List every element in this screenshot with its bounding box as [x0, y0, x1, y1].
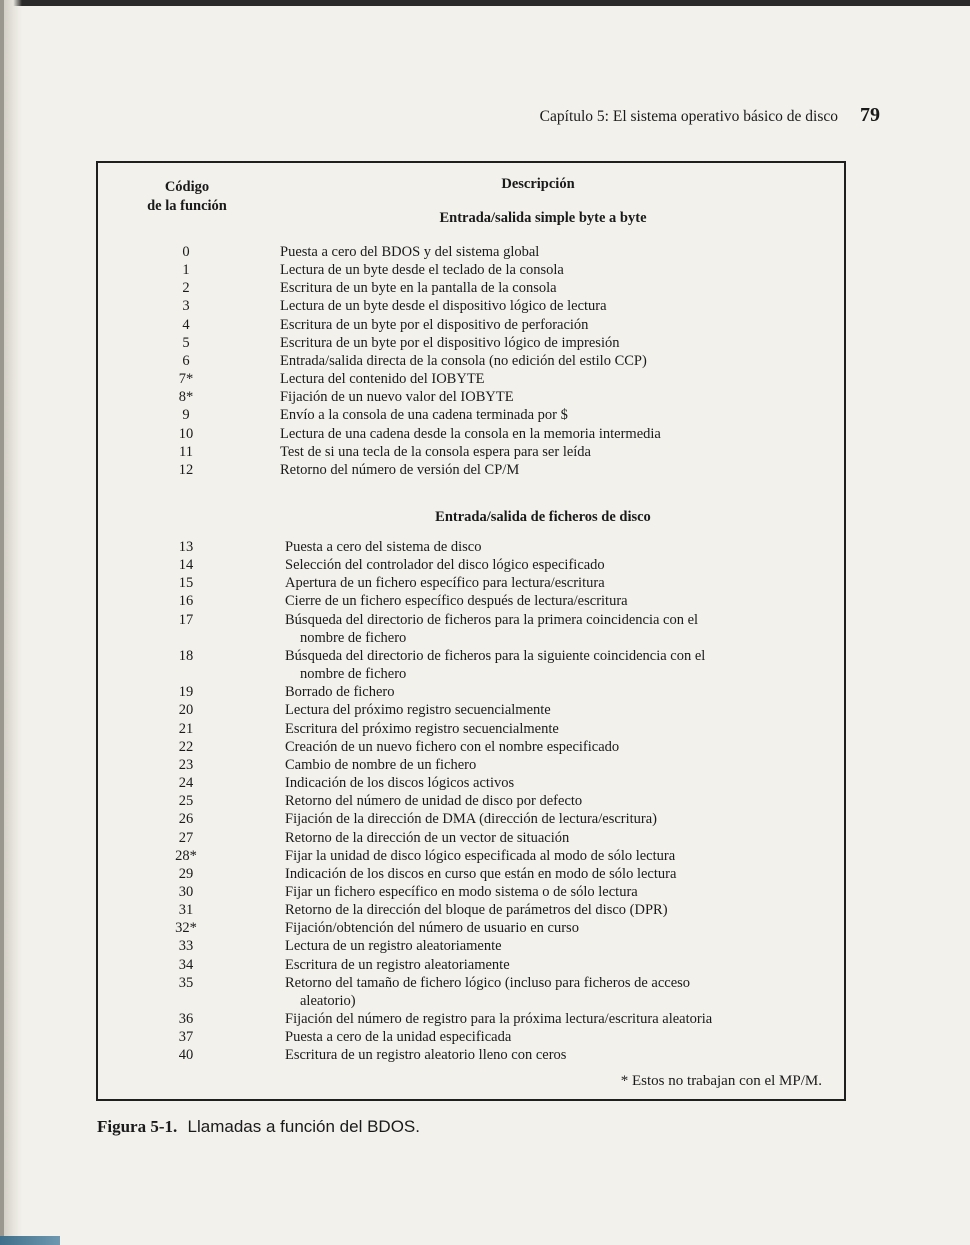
table-row — [98, 883, 838, 901]
table-row — [98, 738, 838, 756]
function-code: 28* — [175, 847, 197, 864]
function-description — [280, 352, 800, 370]
table-row — [98, 937, 838, 955]
disk-io-rows — [98, 538, 838, 1065]
description-continuation: nombre de fichero — [300, 629, 407, 646]
function-code: 3 — [182, 298, 190, 315]
function-description — [285, 1046, 803, 1064]
function-description — [285, 883, 803, 901]
description-text: Test de si una tecla de la consola espera para ser leída — [280, 443, 591, 460]
description-continuation: nombre de fichero — [300, 666, 407, 683]
description-text: Retorno del número de unidad de disco por defecto — [285, 793, 583, 810]
function-description — [285, 1010, 803, 1028]
description-text: Lectura del contenido del IOBYTE — [280, 371, 485, 388]
description-text: Cierre de un fichero específico después de lectura/escritura — [285, 593, 628, 610]
description-text: Indicación de los discos lógicos activos — [285, 775, 515, 792]
description-text: Escritura de un byte por el dispositivo de perforación — [280, 316, 589, 333]
corner-color-mark — [0, 1236, 60, 1245]
description-text: Entrada/salida directa de la consola (no edición del estilo CCP) — [280, 352, 647, 369]
function-description — [285, 720, 803, 738]
table-row — [98, 774, 838, 792]
function-code: 26 — [178, 811, 194, 828]
description-text: Borrado de fichero — [285, 684, 395, 701]
function-code: 27 — [178, 829, 194, 846]
function-code: 11 — [179, 443, 193, 460]
function-code: 35 — [178, 974, 194, 991]
description-text: Puesta a cero del BDOS y del sistema global — [280, 244, 540, 260]
function-code: 14 — [178, 557, 194, 574]
table-row — [98, 538, 838, 556]
table-row — [98, 919, 838, 937]
table-row — [98, 556, 838, 574]
function-code: 5 — [182, 334, 190, 351]
description-text: Escritura de un byte por el dispositivo lógico de impresión — [280, 334, 620, 351]
table-row — [98, 406, 838, 424]
table-row — [98, 334, 838, 352]
table-row — [98, 1010, 838, 1028]
function-description — [285, 937, 803, 955]
description-text: Búsqueda del directorio de ficheros para la primera coincidencia con el — [285, 611, 699, 628]
description-text: Puesta a cero de la unidad especificada — [285, 1029, 512, 1046]
function-code: 25 — [178, 793, 194, 810]
table-row — [98, 261, 838, 279]
byte-io-rows — [98, 243, 838, 479]
function-description — [280, 406, 800, 424]
function-code: 4 — [182, 316, 190, 333]
function-code: 10 — [178, 425, 194, 442]
function-code: 18 — [178, 647, 194, 664]
function-code: 22 — [178, 738, 194, 755]
function-code: 9 — [182, 407, 190, 424]
description-text: Fijación de la dirección de DMA (dirección de lectura/escritura) — [285, 811, 658, 828]
function-code: 16 — [178, 593, 194, 610]
description-text: Retorno del número de versión del CP/M — [280, 461, 520, 478]
table-row — [98, 956, 838, 974]
table-row — [98, 756, 838, 774]
function-description — [285, 556, 803, 574]
description-text: Retorno de la dirección de un vector de situación — [285, 829, 570, 846]
table-row — [98, 592, 838, 610]
description-text: Fijar un fichero específico en modo sistema o de sólo lectura — [285, 883, 638, 900]
function-code: 34 — [178, 956, 194, 973]
table-row — [98, 443, 838, 461]
function-description — [285, 574, 803, 592]
function-code: 23 — [178, 756, 194, 773]
function-code: 30 — [178, 883, 194, 900]
function-description — [280, 334, 800, 352]
description-text: Fijación de un nuevo valor del IOBYTE — [280, 389, 514, 406]
figure-label: Figura 5-1. — [97, 1117, 178, 1136]
code-column-header — [132, 178, 242, 216]
figure-text: Llamadas a función del BDOS. — [187, 1117, 420, 1136]
table-row — [98, 865, 838, 883]
function-description — [285, 774, 803, 792]
function-code: 7* — [178, 371, 194, 388]
function-description — [280, 425, 800, 443]
section-title-byte-io: Entrada/salida simple byte a byte — [439, 210, 647, 226]
table-row — [98, 388, 838, 406]
footnote: * Estos no trabajan con el MP/M. — [620, 1073, 822, 1089]
function-code: 15 — [178, 575, 194, 592]
function-description — [285, 756, 803, 774]
table-row — [98, 683, 838, 701]
description-text: Fijación del número de registro para la próxima lectura/escritura aleatoria — [285, 1011, 713, 1028]
function-code: 29 — [178, 865, 194, 882]
table-row — [98, 847, 838, 865]
function-code: 40 — [178, 1047, 194, 1064]
function-code: 2 — [182, 280, 190, 297]
description-text: Selección del controlador del disco lógico especificado — [285, 557, 605, 574]
function-description — [280, 316, 800, 334]
function-code: 8* — [178, 389, 194, 406]
function-code: 6 — [182, 352, 190, 369]
function-description — [285, 829, 803, 847]
description-text: Retorno del tamaño de fichero lógico (incluso para ficheros de acceso — [285, 974, 691, 991]
table-row — [98, 611, 838, 647]
description-text: Lectura del próximo registro secuencialmente — [285, 702, 551, 719]
table-row — [98, 352, 838, 370]
description-text: Retorno de la dirección del bloque de parámetros del disco (DPR) — [285, 902, 668, 919]
table-row — [98, 829, 838, 847]
function-code: 13 — [178, 539, 194, 555]
description-text: Indicación de los discos en curso que están en modo de sólo lectura — [285, 865, 677, 882]
table-row — [98, 1046, 838, 1064]
function-description — [280, 279, 800, 297]
function-description — [285, 592, 803, 610]
function-code: 37 — [178, 1029, 194, 1046]
function-code: 21 — [178, 720, 194, 737]
table-row — [98, 901, 838, 919]
function-description — [285, 810, 803, 828]
table-row — [98, 810, 838, 828]
description-text: Búsqueda del directorio de ficheros para la siguiente coincidencia con el — [285, 647, 706, 664]
function-description — [285, 538, 803, 556]
table-row — [98, 1028, 838, 1046]
table-row — [98, 647, 838, 683]
function-code: 19 — [178, 684, 194, 701]
function-description — [280, 461, 800, 479]
description-text: Lectura de un byte desde el dispositivo lógico de lectura — [280, 298, 607, 315]
function-description — [280, 297, 800, 315]
table-row — [98, 370, 838, 388]
function-description — [285, 974, 803, 1010]
description-continuation: aleatorio) — [300, 992, 356, 1009]
function-description — [280, 443, 800, 461]
function-description — [280, 388, 800, 406]
table-row — [98, 792, 838, 810]
table-row — [98, 425, 838, 443]
description-text: Escritura de un byte en la pantalla de la consola — [280, 280, 557, 297]
function-code: 31 — [178, 902, 194, 919]
function-code: 1 — [182, 262, 190, 279]
function-description — [285, 738, 803, 756]
running-header — [440, 104, 880, 127]
function-description — [285, 865, 803, 883]
function-code: 17 — [178, 611, 194, 628]
chapter-title: Capítulo 5: El sistema operativo básico de disco — [539, 108, 838, 125]
function-description — [285, 611, 803, 647]
function-code: 0 — [182, 244, 190, 260]
description-text: Envío a la consola de una cadena terminada por $ — [280, 407, 568, 424]
description-text: Fijación/obtención del número de usuario en curso — [285, 920, 579, 937]
page-number: 79 — [860, 104, 880, 126]
function-code: 20 — [178, 702, 194, 719]
function-description — [285, 919, 803, 937]
function-description — [285, 683, 803, 701]
function-description — [280, 243, 800, 261]
function-code: 33 — [178, 938, 194, 955]
function-code: 32* — [175, 920, 197, 937]
description-column-header: Descripción — [501, 176, 575, 192]
figure-caption — [97, 1117, 420, 1137]
description-text: Escritura del próximo registro secuencialmente — [285, 720, 559, 737]
description-text: Creación de un nuevo fichero con el nombre especificado — [285, 738, 620, 755]
function-description — [285, 901, 803, 919]
book-spine-edge — [0, 0, 4, 1245]
function-description — [285, 1028, 803, 1046]
description-text: Puesta a cero del sistema de disco — [285, 539, 482, 555]
function-description — [285, 647, 803, 683]
table-row — [98, 720, 838, 738]
description-text: Escritura de un registro aleatorio lleno con ceros — [285, 1047, 567, 1064]
table-row — [98, 297, 838, 315]
table-row — [98, 316, 838, 334]
description-text: Cambio de nombre de un fichero — [285, 756, 477, 773]
page-top-edge — [0, 0, 970, 6]
description-text: Escritura de un registro aleatoriamente — [285, 956, 510, 973]
function-description — [285, 701, 803, 719]
function-description — [285, 792, 803, 810]
table-row — [98, 461, 838, 479]
description-text: Fijar la unidad de disco lógico especificada al modo de sólo lectura — [285, 847, 676, 864]
code-header-line-2: de la función — [147, 198, 227, 214]
description-text: Apertura de un fichero específico para lectura/escritura — [285, 575, 605, 592]
function-code: 24 — [178, 775, 194, 792]
function-description — [280, 370, 800, 388]
function-code: 12 — [178, 461, 194, 478]
section-title-disk-io: Entrada/salida de ficheros de disco — [435, 509, 651, 525]
function-description — [285, 847, 803, 865]
code-header-line-1: Código — [164, 179, 210, 195]
description-text: Lectura de un registro aleatoriamente — [285, 938, 502, 955]
function-description — [285, 956, 803, 974]
description-text: Lectura de una cadena desde la consola en la memoria intermedia — [280, 425, 661, 442]
table-row — [98, 974, 838, 1010]
table-row — [98, 243, 838, 261]
description-text: Lectura de un byte desde el teclado de la consola — [280, 262, 564, 279]
function-code: 36 — [178, 1011, 194, 1028]
function-table-frame — [96, 161, 846, 1101]
function-description — [280, 261, 800, 279]
table-row — [98, 279, 838, 297]
table-row — [98, 701, 838, 719]
table-row — [98, 574, 838, 592]
